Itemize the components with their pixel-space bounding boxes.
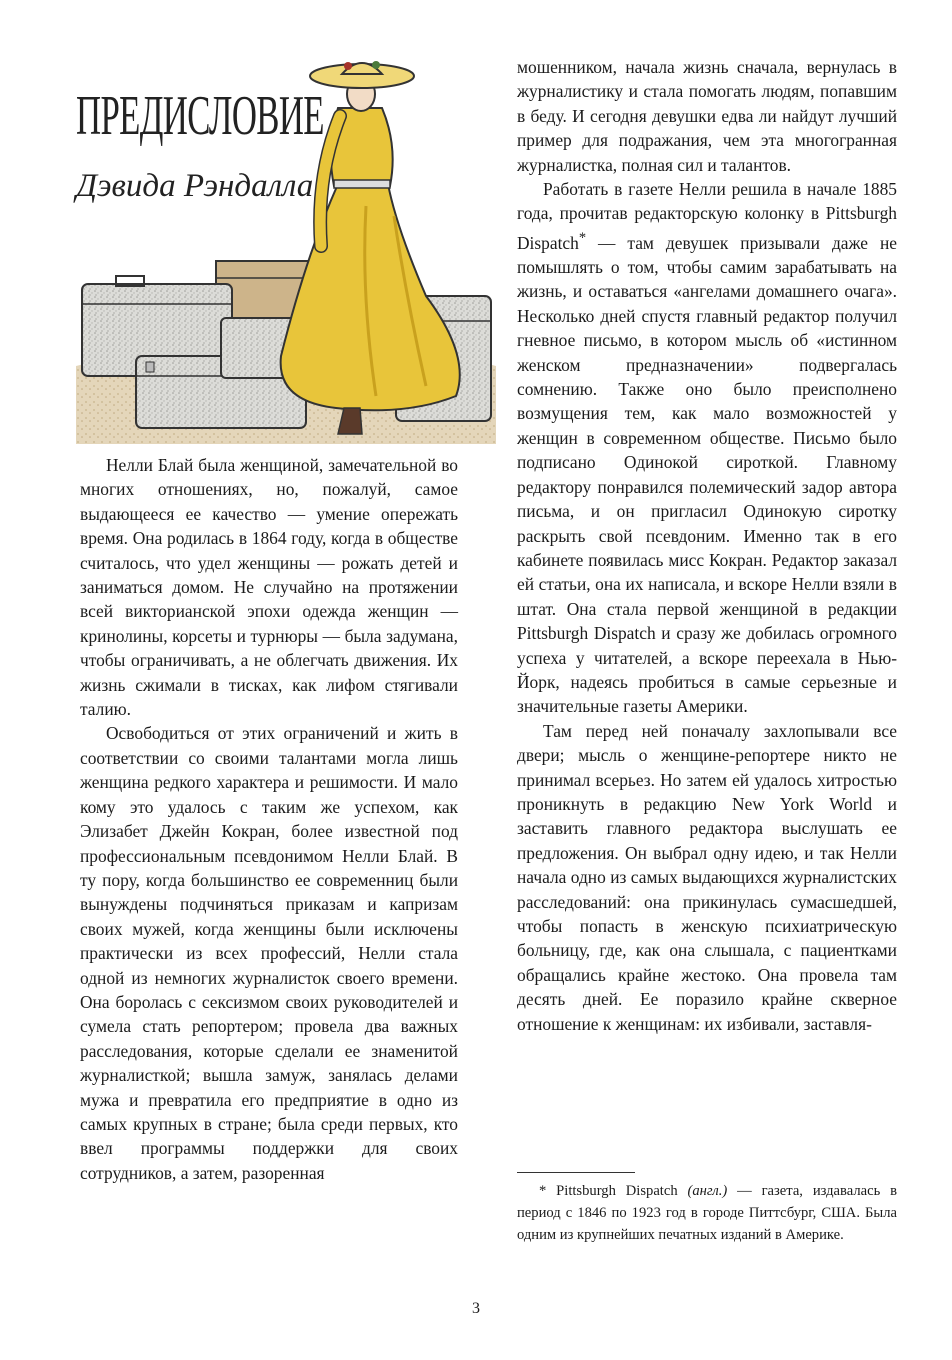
footnote-mark: * <box>578 229 587 246</box>
paragraph-text: — там девушек призывали даже не помышлять о том, чтобы самим зарабатывать на жизнь, и оставаться «ангелами домашнего очага». Несколько дней спустя главный редактор получил гневное письмо, в котором мысль об «истинном женском предназначении» подвергалась сомнению. Также оно было преисполнено возмущения тем, как мало возможностей у женщин в современном обществе. Письмо было подписано Одинокой сироткой. Главному редактору понравился полемический задор автора письма, и он пригласил Одинокую сиротку раскрыть свой псевдоним. Именно так в его кабинете появилась мисс Кокран. Редактор заказал ей статьи, она их написала, и вскоре Нелли взяли в штат. Она стала первой женщиной в редакции Pittsburgh Dispatch и сразу же добилась огромного успеха у читателей, а вскоре переехала в Нью-Йорк, надеясь пробиться в самые серьезные и значительные газеты Америки. <box>517 232 897 717</box>
paragraph-text: Работать в газете Нелли решила в начале 1885 года, прочитав редакторскую колонку в Pittsburgh Dispatch <box>517 179 897 253</box>
page-number: 3 <box>472 1300 480 1317</box>
paragraph: Нелли Блай была женщиной, замечательной во многих отношениях, но, пожалуй, самое выдающееся ее качество — умение опережать время. Она родилась в 1864 году, когда в обществе считалось, что удел женщины — рожать детей и заниматься домом. Не случайно на протяжении всей викторианской эпохи одежда женщин — кринолины, корсеты и турнюры — была задумана, чтобы ограничивать, а не облегчать движения. Их жизнь сжимали в тисках, как лифом стягивали талию. <box>80 455 458 720</box>
footnote-term: Pittsburgh Dispatch <box>546 1183 688 1199</box>
footnote-text: — газета, издавалась в период с 1846 по 1923 год в городе Питтсбург, США. Была одним из крупнейших печатных изданий в Америке. <box>517 1183 897 1243</box>
paragraph: Там перед ней поначалу захлопывали все двери; мысль о женщине-репортере никто не принимал всерьез. Но затем ей удалось хитростью проникнуть в редакцию New York World и заставить главного редактора выслушать ее предложения. Он выбрал одну идею, и так Нелли начала одно из самых выдающихся журналистских расследований: она прикинулась сумасшедшей, чтобы попасть в женскую психиатрическую больницу, где, как она слышала, с пациентками обращались крайне жестоко. Она провела там десять дней. Ее поразило крайне скверное отношение к женщинам: их избивали, заставля- <box>517 720 897 1034</box>
title-heading: ПРЕДИСЛОВИЕ <box>76 85 324 147</box>
title-author: Дэвида Рэндалла <box>76 168 314 204</box>
text-column-left <box>80 453 458 1185</box>
footnote-mark: * <box>539 1183 547 1199</box>
paragraph: Освободиться от этих ограничений и жить в соответствии со своими талантами могла лишь женщина редкого характера и решимости. И мало кому это удалось с таким же успехом, как Элизабет Джейн Кокран, более известной под профессиональным псевдонимом Нелли Блай. В ту пору, когда большинство ее современниц были вынуждены подчиняться приказам и капризам своих мужей, когда женщины были исключены практически из всех профессий, Нелли стала одной из немногих журналисток своего времени. Она боролась с сексизмом своих руководителей и сумела стать репортером; провела два важных расследования, которые сделали ее знаменитой журналисткой; вышла замуж, занялась делами мужа и превратила его предприятие в одно из самых крупных в стране; была среди первых, кто ввел программы поддержки для своих сотрудников, а затем, разоренная <box>80 723 458 1183</box>
footnote-divider <box>517 1172 635 1173</box>
text-column-right <box>517 55 897 1036</box>
footnote-language: (англ.) <box>687 1183 728 1199</box>
footnote <box>517 1180 897 1246</box>
paragraph: мошенником, начала жизнь сначала, вернулась в журналистику и стала помогать людям, попавшим в беду. И сегодня девушки едва ли найдут лучший пример для подражания, чем эта многогранная журналистка, полная сил и талантов. <box>517 57 897 175</box>
paragraph <box>517 177 897 719</box>
title-block <box>76 85 476 205</box>
